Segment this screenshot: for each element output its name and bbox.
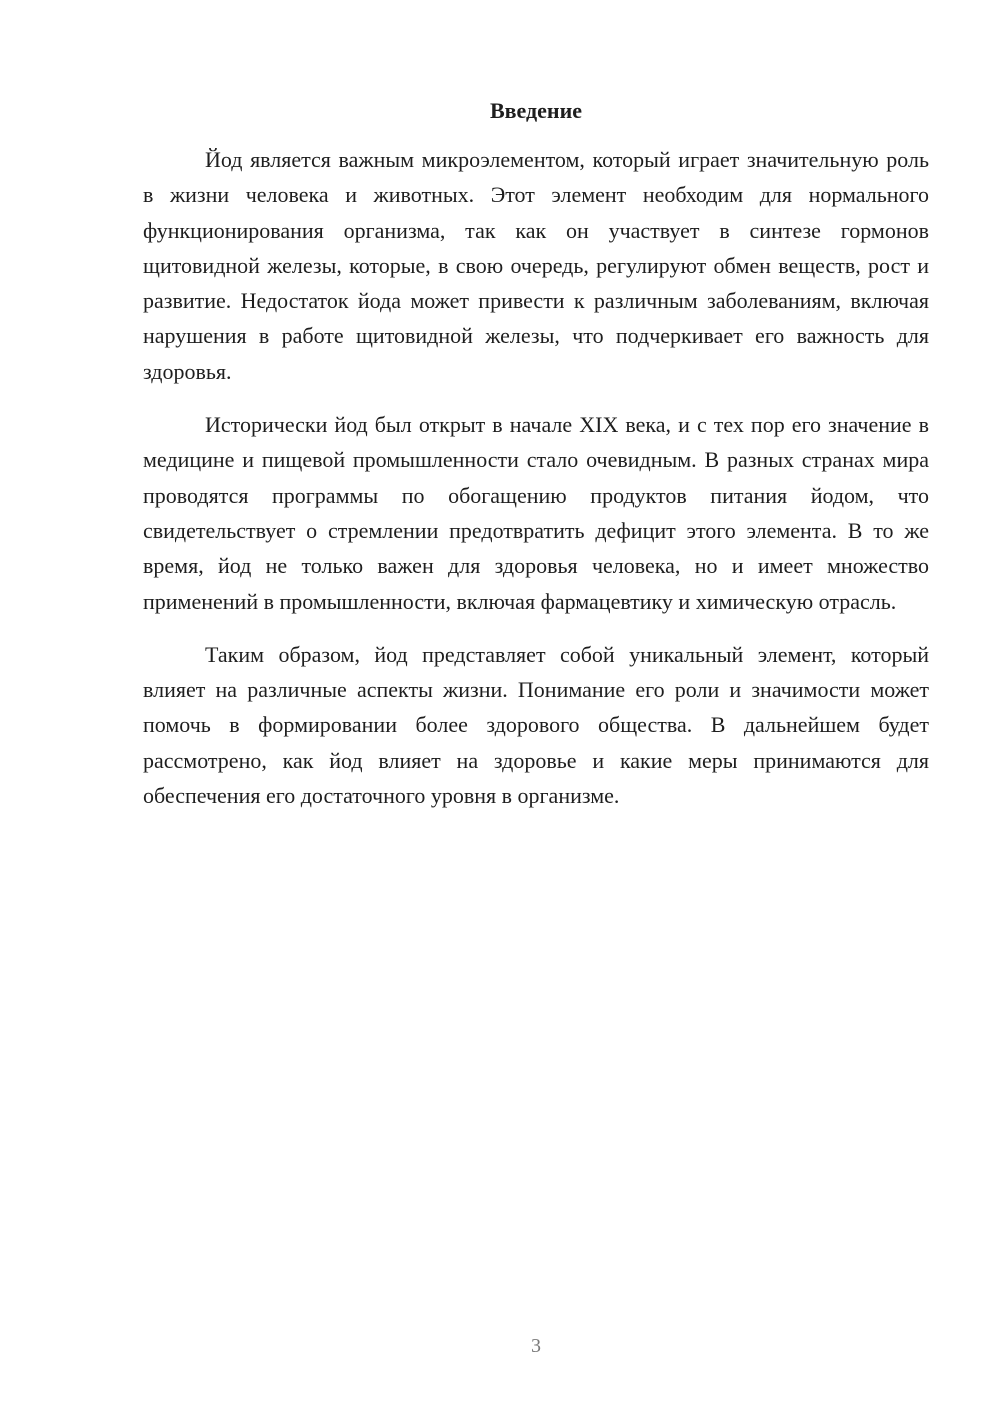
- body-text: [143, 142, 929, 831]
- section-heading: Введение: [489, 98, 583, 123]
- paragraph-2: Исторически йод был открыт в начале XIX века, и с тех пор его значение в медицине и пищевой промышленности стало очевидным. В разных странах мира проводятся программы по обогащению продуктов питания йодом, что свидетельствует о стремлении предотвратить дефицит этого элемента. В то же время, йод не только важен для здоровья человека, но и имеет множество применений в промышленности, включая фармацевтику и химическую отрасль.: [143, 412, 929, 614]
- page-number: 3: [531, 1335, 541, 1357]
- paragraph-1: Йод является важным микроэлементом, который играет значительную роль в жизни человека и животных. Этот элемент необходим для нормального функционирования организма, так как он участвует в синтезе гормонов щитовидной железы, которые, в свою очередь, регулируют обмен веществ, рост и развитие. Недостаток йода может привести к различным заболеваниям, включая нарушения в работе щитовидной железы, что подчеркивает его важность для здоровья.: [143, 147, 929, 384]
- paragraph-3: Таким образом, йод представляет собой уникальный элемент, который влияет на различные аспекты жизни. Понимание его роли и значимости может помочь в формировании более здорового общества. В дальнейшем будет рассмотрено, как йод влияет на здоровье и какие меры принимаются для обеспечения его достаточного уровня в организме.: [143, 641, 929, 809]
